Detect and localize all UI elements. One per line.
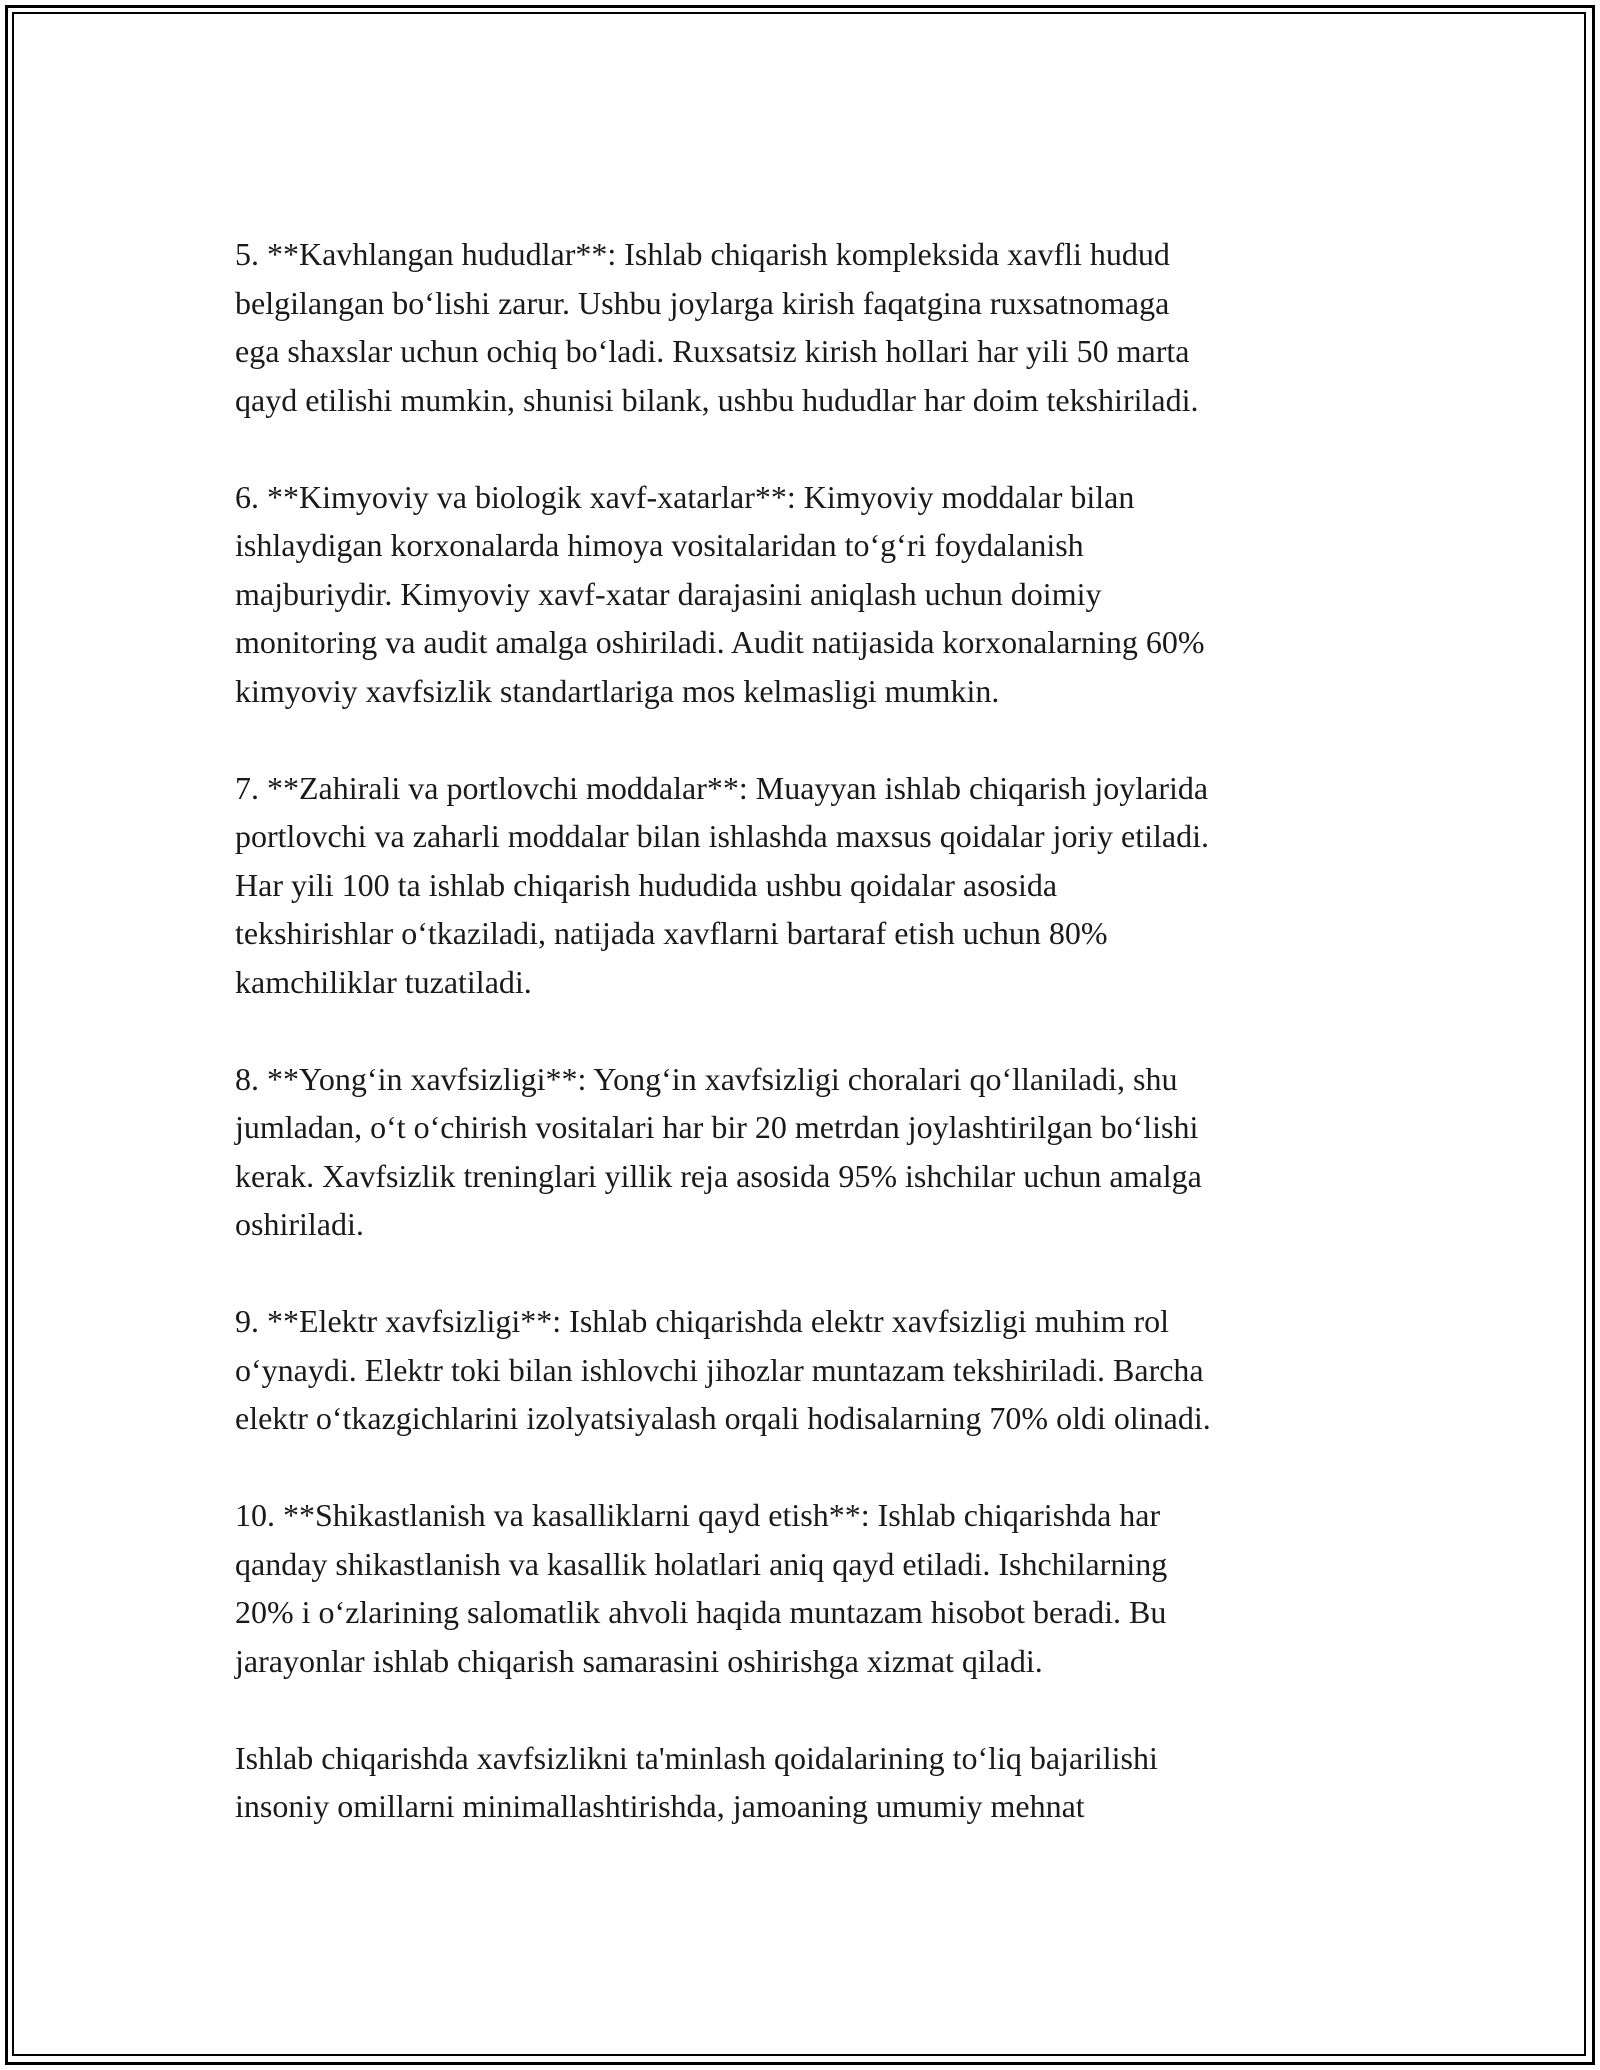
paragraph-item-6: 6. **Kimyoviy va biologik xavf-xatarlar**: Kimyoviy moddalar bilan ishlaydigan korxonalarda himoya vositalaridan to‘g‘ri foydalanish majburiydir. Kimyoviy xavf-xatar darajasini aniqlash uchun doimiy monitoring va audit amalga oshiriladi. Audit natijasida korxonalarning 60% kimyoviy xavfsizlik standartlariga mos kelmasligi mumkin. <box>235 478 1205 709</box>
closing-paragraph: Ishlab chiqarishda xavfsizlikni ta'minlash qoidalarining to‘liq bajarilishi insoniy omillarni minimallashtirishda, jamoaning umumiy mehnat <box>235 1739 1158 1824</box>
paragraph-item-7: 7. **Zahirali va portlovchi moddalar**: Muayyan ishlab chiqarish joylarida portlovchi va zaharli moddalar bilan ishlashda maxsus qoidalar joriy etiladi. Har yili 100 ta ishlab chiqarish hududida ushbu qoidalar asosida tekshirishlar o‘tkaziladi, natijada xavflarni bartaraf etish uchun 80% kamchiliklar tuzatiladi. <box>235 769 1209 1000</box>
paragraph-item-9: 9. **Elektr xavfsizligi**: Ishlab chiqarishda elektr xavfsizligi muhim rol o‘ynaydi. Elektr toki bilan ishlovchi jihozlar muntazam tekshiriladi. Barcha elektr o‘tkazgichlarini izolyatsiyalash orqali hodisalarning 70% oldi olinadi. <box>235 1303 1211 1436</box>
document-body <box>235 230 1375 1831</box>
paragraph-item-8: 8. **Yong‘in xavfsizligi**: Yong‘in xavfsizligi choralari qo‘llaniladi, shu jumladan, o‘t o‘chirish vositalari har bir 20 metrdan joylashtirilgan bo‘lishi kerak. Xavfsizlik treninglari yillik reja asosida 95% ishchilar uchun amalga oshiriladi. <box>235 1060 1202 1242</box>
paragraph-item-10: 10. **Shikastlanish va kasalliklarni qayd etish**: Ishlab chiqarishda har qanday shikastlanish va kasallik holatlari aniq qayd etiladi. Ishchilarning 20% i o‘zlarining salomatlik ahvoli haqida muntazam hisobot beradi. Bu jarayonlar ishlab chiqarish samarasini oshirishga xizmat qiladi. <box>235 1497 1168 1679</box>
paragraph-item-5: 5. **Kavhlangan hududlar**: Ishlab chiqarish kompleksida xavfli hudud belgilangan bo‘lishi zarur. Ushbu joylarga kirish faqatgina ruxsatnomaga ega shaxslar uchun ochiq bo‘ladi. Ruxsatsiz kirish hollari har yili 50 marta qayd etilishi mumkin, shunisi bilank, ushbu hududlar har doim tekshiriladi. <box>235 236 1199 418</box>
